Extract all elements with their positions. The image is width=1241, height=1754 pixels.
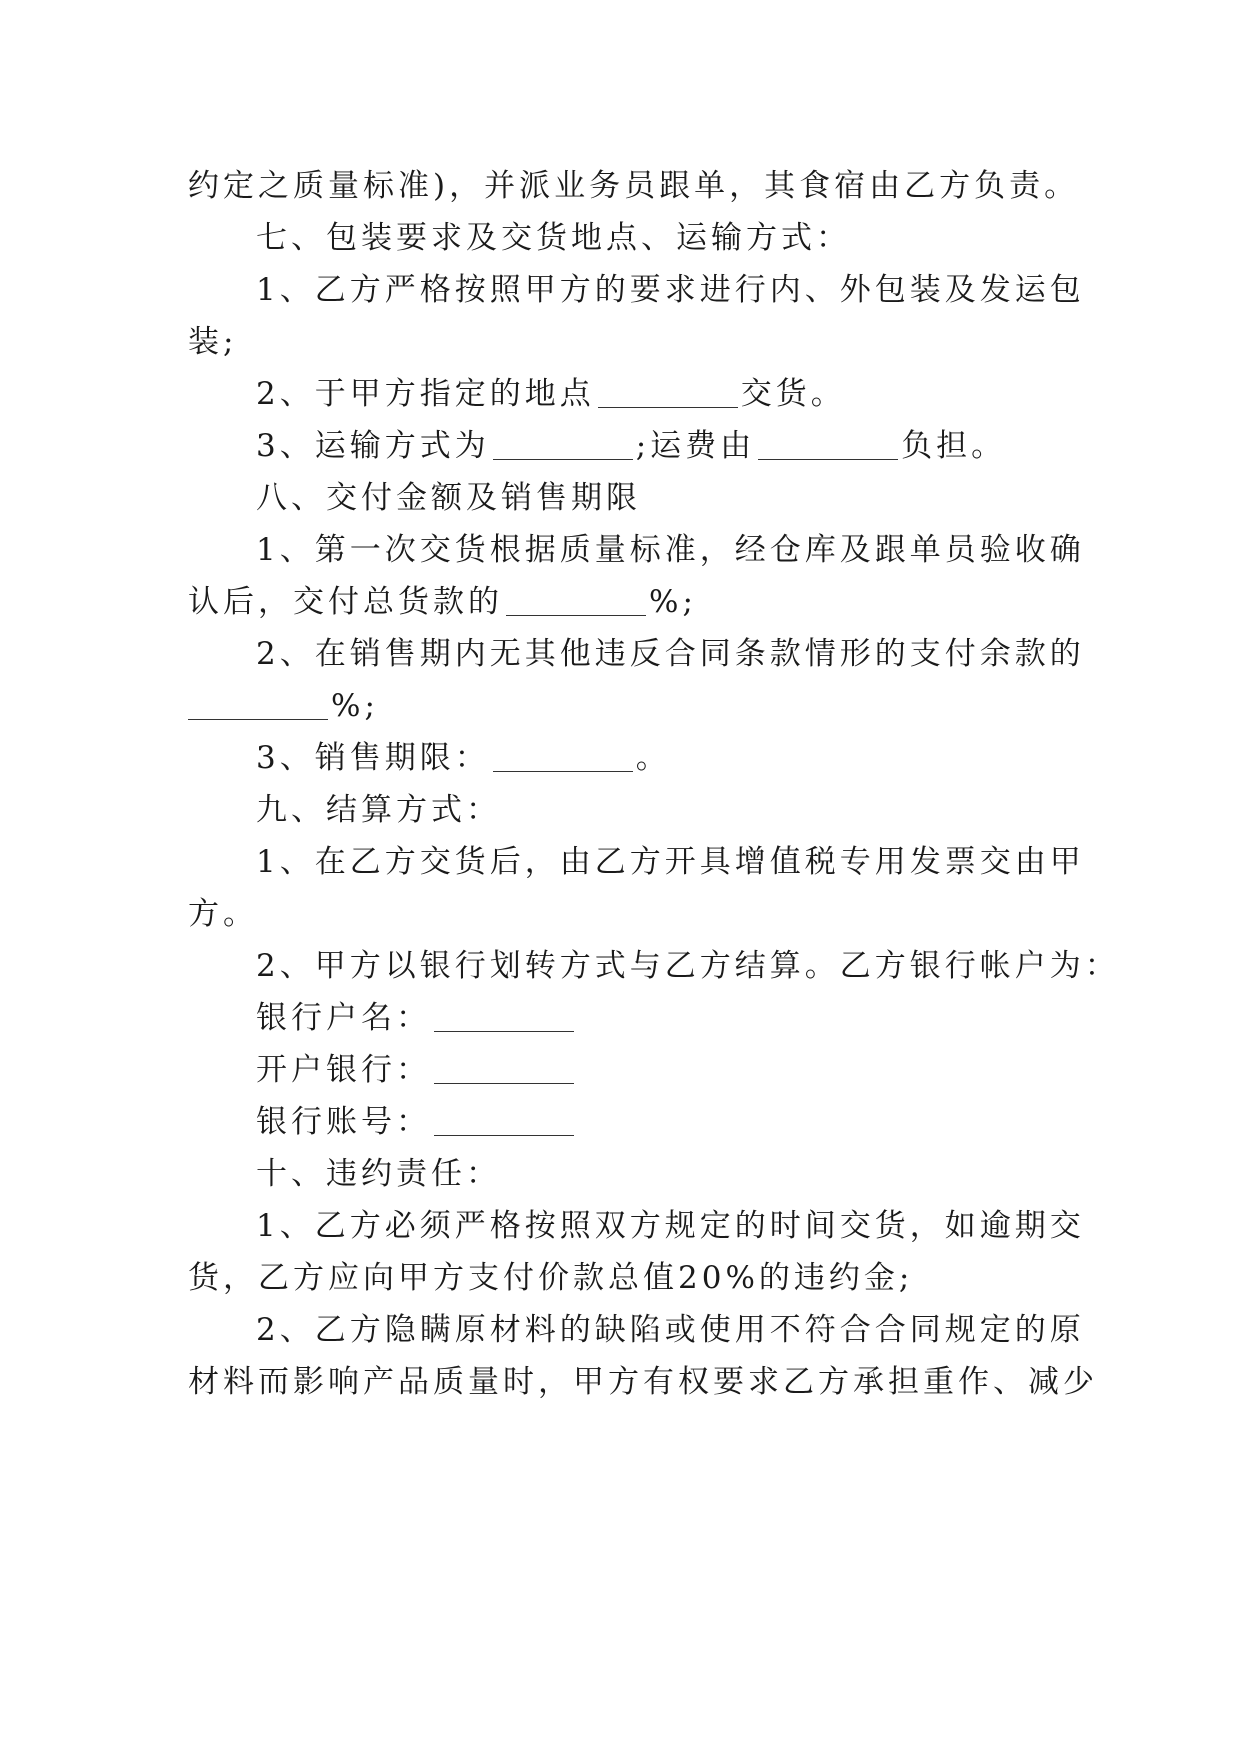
bank-name-line: [256, 1050, 577, 1090]
text-span: 。: [635, 740, 671, 776]
text-span: 1、乙方必须严格按照双方规定的时间交货，如逾期交: [256, 1208, 1085, 1244]
text-span: %;: [649, 584, 697, 620]
paragraph-line: [188, 1258, 913, 1298]
text-span: 方。: [188, 896, 258, 932]
text-span: 2、乙方隐瞒原材料的缺陷或使用不符合合同规定的原: [256, 1312, 1085, 1348]
text-span: 材料而影响产品质量时，甲方有权要求乙方承担重作、减少: [188, 1364, 1098, 1400]
section-heading: [256, 478, 641, 518]
text-span: 九、结算方式：: [256, 792, 501, 828]
fill-in-blank: [493, 741, 633, 772]
text-span: ;运费由: [635, 428, 756, 464]
section-heading: [256, 218, 851, 258]
text-span: 2、于甲方指定的地点: [256, 376, 595, 412]
paragraph-line: [256, 374, 846, 414]
text-span: 3、运输方式为: [256, 428, 490, 464]
paragraph-line: [188, 322, 237, 362]
text-span: 2、在销售期内无其他违反合同条款情形的支付余款的: [256, 636, 1085, 672]
paragraph-line: [188, 686, 379, 726]
paragraph-line: [256, 530, 1085, 570]
section-heading: [256, 1154, 501, 1194]
paragraph-line: [256, 1206, 1085, 1246]
text-span: 七、包装要求及交货地点、运输方式：: [256, 220, 851, 256]
paragraph-line: [256, 426, 1006, 466]
text-span: 负担。: [901, 428, 1007, 464]
fill-in-blank: [506, 585, 646, 616]
paragraph-line: [256, 1310, 1085, 1350]
text-span: 认后，交付总货款的: [188, 584, 503, 620]
fill-in-blank: [598, 377, 738, 408]
section-heading: [256, 790, 501, 830]
fill-in-blank: [493, 429, 633, 460]
paragraph-line: [188, 582, 697, 622]
fill-in-blank: [188, 689, 328, 720]
paragraph-line: [188, 894, 258, 934]
text-span: 交货。: [740, 376, 846, 412]
paragraph-line: [256, 738, 671, 778]
text-span: 银行户名：: [256, 1000, 431, 1036]
text-span: 1、第一次交货根据质量标准，经仓库及跟单员验收确: [256, 532, 1085, 568]
text-span: 银行账号：: [256, 1104, 431, 1140]
text-span: 货，乙方应向甲方支付价款总值20%的违约金;: [188, 1260, 914, 1296]
fill-in-blank: [434, 1053, 574, 1084]
text-span: 1、在乙方交货后，由乙方开具增值税专用发票交由甲: [256, 844, 1085, 880]
text-span: 1、乙方严格按照甲方的要求进行内、外包装及发运包: [256, 272, 1085, 308]
paragraph-line: [188, 1362, 1098, 1402]
fill-in-blank: [434, 1001, 574, 1032]
bank-account-number-line: [256, 1102, 577, 1142]
paragraph-line: [256, 946, 1120, 986]
text-span: 开户银行：: [256, 1052, 431, 1088]
text-span: 3、销售期限：: [256, 740, 490, 776]
paragraph-line: [256, 634, 1085, 674]
text-span: 2、甲方以银行划转方式与乙方结算。乙方银行帐户为：: [256, 948, 1120, 984]
text-span: %;: [331, 688, 379, 724]
paragraph-line: [188, 166, 1079, 206]
text-span: 装;: [188, 324, 238, 360]
bank-account-name-line: [256, 998, 577, 1038]
paragraph-line: [256, 842, 1085, 882]
fill-in-blank: [758, 429, 898, 460]
fill-in-blank: [434, 1105, 574, 1136]
text-span: 八、交付金额及销售期限: [256, 480, 641, 516]
text-span: 约定之质量标准)，并派业务员跟单，其食宿由乙方负责。: [188, 168, 1080, 204]
text-span: 十、违约责任：: [256, 1156, 501, 1192]
paragraph-line: [256, 270, 1085, 310]
